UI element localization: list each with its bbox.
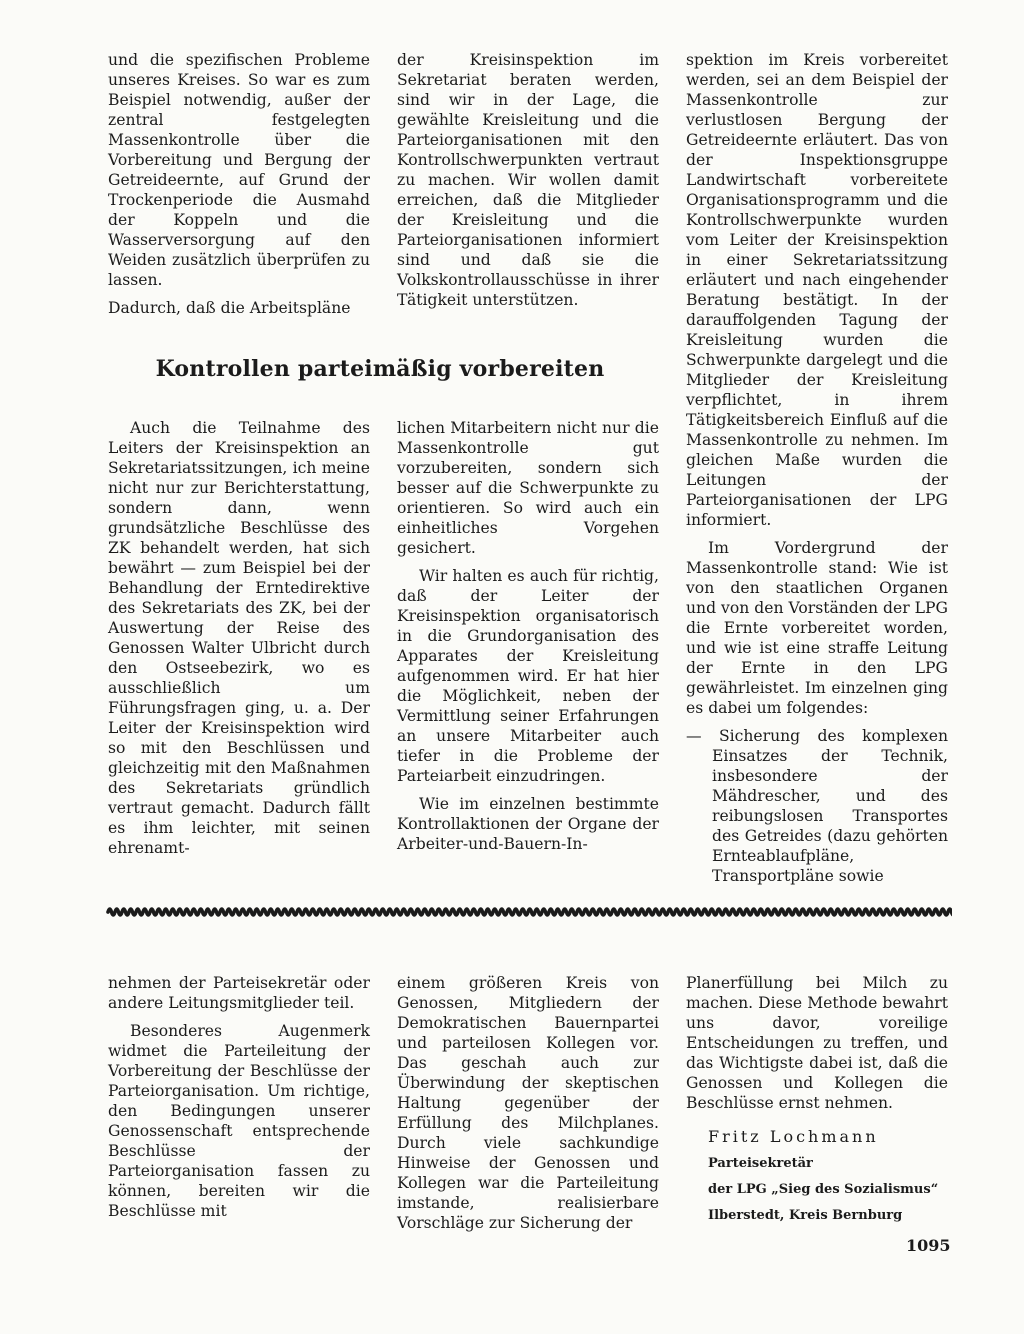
author-role: Parteisekretär <box>708 1156 813 1171</box>
middle-column-1 <box>108 418 370 866</box>
list-item: — Sicherung des komplexen Einsatzes der Technik, insbesondere der Mähdrescher, und des reibungslosen Transportes des Getreides (dazu gehörten Ernteablaufpläne, Transportpläne sowie <box>686 727 948 885</box>
bottom-column-2 <box>397 973 659 1241</box>
right-column <box>686 50 948 894</box>
top-column-1 <box>108 50 370 326</box>
page-number: 1095 <box>906 1236 951 1255</box>
paragraph: der Kreisinspektion im Sekretariat beraten werden, sind wir in der Lage, die gewählte Kreisleitung und die Parteiorganisationen mit den Kontrollschwerpunkten vertraut zu machen. Wir wollen damit erreichen, daß die Mitglieder der Kreisleitung und die Parteiorganisationen informiert sind und daß sie die Volkskontrollausschüsse in ihrer Tätigkeit unterstützen. <box>397 51 659 309</box>
paragraph: und die spezifischen Probleme unseres Kreises. So war es zum Beispiel notwendig, außer der zentral festgelegten Massenkontrolle über die Vorbereitung und Bergung der Getreideernte, auf Grund der Trockenperiode die Ausmahd der Koppeln und die Wasserversorgung auf den Weiden zusätzlich überprüfen zu lassen. <box>108 51 370 289</box>
author-place: Ilberstedt, Kreis Bernburg <box>708 1208 903 1223</box>
paragraph: spektion im Kreis vorbereitet werden, sei an dem Beispiel der Massenkontrolle zur verlustlosen Bergung der Getreideernte erläutert. Das von der Inspektionsgruppe Landwirtschaft vorbereitete Organisationsprogramm und die Kontrollschwerpunkte wurden vom Leiter der Kreisinspektion in einer Sekretariatssitzung erläutert und nach eingehender Beratung bestätigt. In der darauffolgenden Tagung der Kreisleitung wurden die Schwerpunkte dargelegt und die Mitglieder der Kreisleitung verpflichtet, in ihrem Tätigkeitsbereich Einfluß auf die Massenkontrolle zu nehmen. Im gleichen Maße wurden die Leitungen der Parteiorganisationen der LPG informiert. <box>686 51 948 529</box>
author-organization: der LPG „Sieg des Sozialismus“ <box>708 1182 939 1197</box>
paragraph: Wie im einzelnen bestimmte Kontrollaktionen der Organe der Arbeiter-und-Bauern-In- <box>397 795 659 853</box>
paragraph: Auch die Teilnahme des Leiters der Kreisinspektion an Sekretariatssitzungen, ich meine nicht nur zur Berichterstattung, sondern dann, wenn grundsätzliche Beschlüsse des ZK behandelt werden, hat sich bewährt — zum Beispiel bei der Behandlung der Erntedirektive des Sekretariats des ZK, bei der Auswertung der Reise des Genossen Walter Ulbricht durch den Ostseebezirk, wo es ausschließlich um Führungsfragen ging, u. a. Der Leiter der Kreisinspektion wird so mit den Beschlüssen und gleichzeitig mit den Maßnahmen des Sekretariats gründlich vertraut gemacht. Dadurch fällt es ihm leichter, mit seinen ehrenamt- <box>108 419 370 857</box>
paragraph: Planerfüllung bei Milch zu machen. Diese Methode bewahrt uns davor, voreilige Entscheidungen zu treffen, und das Wichtigste dabei ist, daß die Genossen und Kollegen die Beschlüsse ernst nehmen. <box>686 974 948 1112</box>
paragraph: Besonderes Augenmerk widmet die Parteileitung der Vorbereitung der Beschlüsse der Parteiorganisation. Um richtige, den Bedingungen unserer Genossenschaft entsprechende Beschlüsse der Parteiorganisation fassen zu können, bereiten wir die Beschlüsse mit <box>108 1022 370 1220</box>
bottom-column-3 <box>686 973 948 1233</box>
middle-column-2 <box>397 418 659 862</box>
author-signature <box>686 1127 948 1225</box>
bottom-column-1 <box>108 973 370 1229</box>
paragraph: Im Vordergrund der Massenkontrolle stand: Wie ist von den staatlichen Organen und von den Vorständen der LPG die Ernte vorbereitet worden, und wie ist eine straffe Leitung der Ernte in den LPG gewährleistet. Im einzelnen ging es dabei um folgendes: <box>686 539 948 717</box>
paragraph: lichen Mitarbeitern nicht nur die Massenkontrolle gut vorzubereiten, sondern sich besser auf die Schwerpunkte zu orientieren. So wird auch ein einheitliches Vorgehen gesichert. <box>397 419 659 557</box>
author-name: Fritz Lochmann <box>708 1127 879 1146</box>
wavy-divider <box>106 903 952 921</box>
paragraph: Dadurch, daß die Arbeitspläne <box>108 299 351 317</box>
section-heading: Kontrollen parteimäßig vorbereiten <box>155 356 605 382</box>
paragraph: einem größeren Kreis von Genossen, Mitgliedern der Demokratischen Bauernpartei und parteilosen Kollegen vor. Das geschah auch zur Überwindung der skeptischen Haltung gegenüber der Erfüllung des Milchplanes. Durch viele sachkundige Hinweise der Genossen und Kollegen war die Parteileitung imstande, realisierbare Vorschläge zur Sicherung der <box>397 974 659 1232</box>
paragraph: Wir halten es auch für richtig, daß der Leiter der Kreisinspektion organisatorisch in die Grundorganisation des Apparates der Kreisleitung aufgenommen wird. Er hat hier die Möglichkeit, neben der Vermittlung seiner Erfahrungen an unsere Mitarbeiter auch tiefer in die Probleme der Parteiarbeit einzudringen. <box>397 567 659 785</box>
top-column-2 <box>397 50 659 318</box>
paragraph: nehmen der Parteisekretär oder andere Leitungsmitglieder teil. <box>108 974 370 1012</box>
